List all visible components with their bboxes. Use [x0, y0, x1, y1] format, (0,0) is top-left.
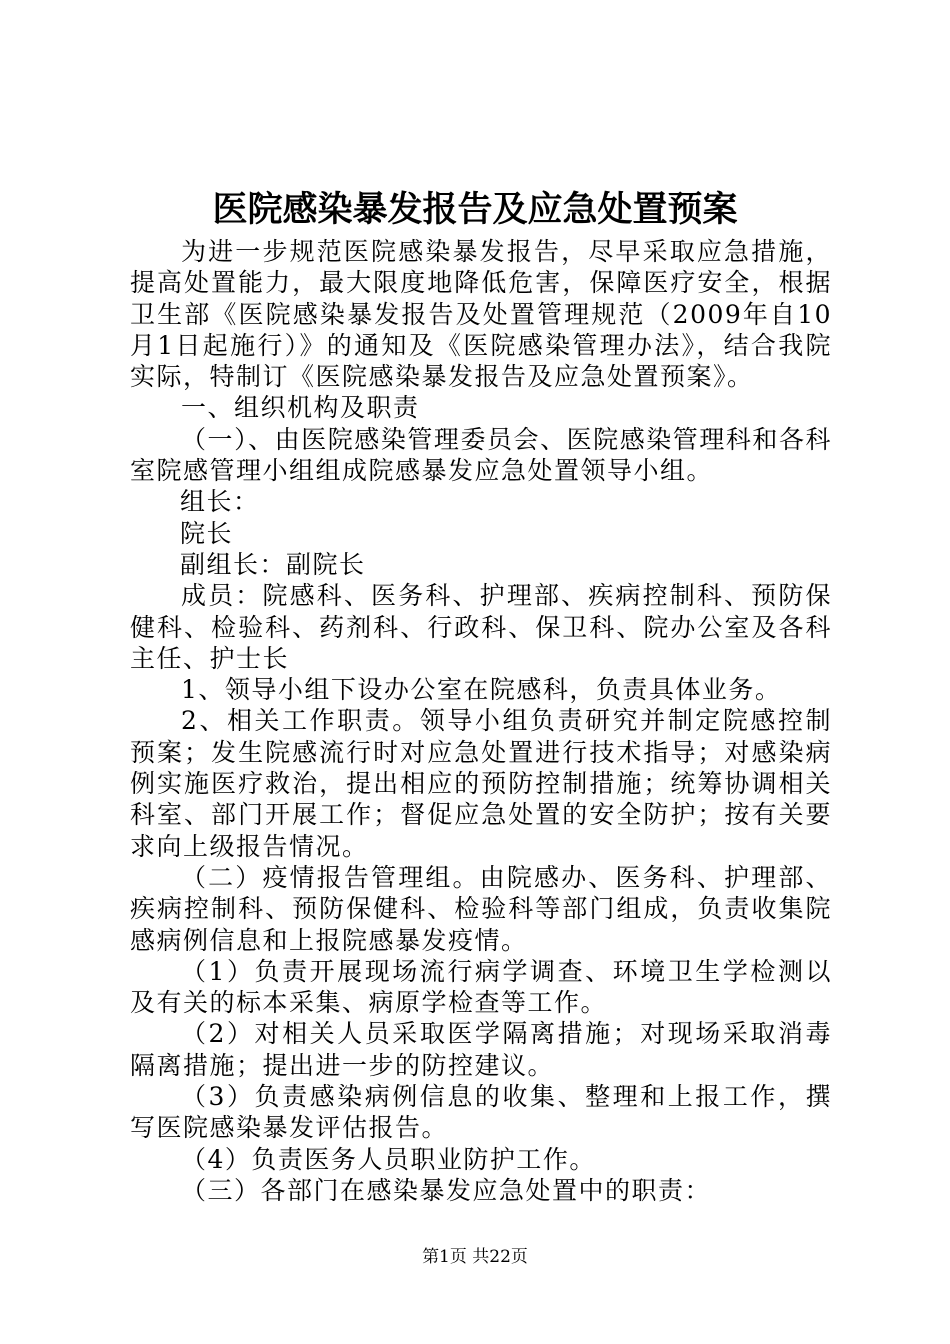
paragraph: 副组长：副院长	[180, 549, 366, 579]
paragraph: 1、领导小组下设办公室在院感科，负责具体业务。	[181, 675, 782, 705]
paragraph: （二）疫情报告管理组。由院感办、医务科、护理部、疾病控制科、预防保健科、检验科等部门组成，负责收集院感病例信息和上报院感暴发疫情。	[130, 862, 832, 955]
page-footer: 第1页 共22页	[422, 1247, 528, 1267]
paragraph: 为进一步规范医院感染暴发报告，尽早采取应急措施，提高处置能力，最大限度地降低危害，保障医疗安全，根据卫生部《医院感染暴发报告及处置管理规范（2009年自10月1日起施行）》的通知及《医院感染管理办法》，结合我院实际，特制订《医院感染暴发报告及应急处置预案》。	[130, 237, 832, 392]
paragraph: （三）各部门在感染暴发应急处置中的职责：	[181, 1175, 712, 1205]
paragraph: 2、相关工作职责。领导小组负责研究并制定院感控制预案；发生院感流行时对应急处置进行技术指导；对感染病例实施医疗救治，提出相应的预防控制措施；统筹协调相关科室、部门开展工作；督促应急处置的安全防护；按有关要求向上级报告情况。	[130, 706, 832, 861]
paragraph: 成员：院感科、医务科、护理部、疾病控制科、预防保健科、检验科、药剂科、行政科、保卫科、院办公室及各科主任、护士长	[130, 581, 832, 673]
paragraph: （2）对相关人员采取医学隔离措施；对现场采取消毒隔离措施；提出进一步的防控建议。	[130, 1019, 832, 1080]
document-body	[130, 236, 832, 1206]
paragraph: （3）负责感染病例信息的收集、整理和上报工作，撰写医院感染暴发评估报告。	[130, 1082, 832, 1143]
paragraph: 一、组织机构及职责	[181, 393, 420, 423]
paragraph: （4）负责医务人员职业防护工作。	[181, 1144, 596, 1174]
paragraph: 组长：	[180, 487, 260, 517]
paragraph: 院长	[180, 518, 234, 548]
paragraph: （一）、由医院感染管理委员会、医院感染管理科和各科室院感管理小组组成院感暴发应急处置领导小组。	[130, 424, 832, 486]
paragraph: （1）负责开展现场流行病学调查、环境卫生学检测以及有关的标本采集、病原学检查等工作。	[130, 956, 832, 1018]
document-title: 医院感染暴发报告及应急处置预案	[212, 189, 738, 230]
